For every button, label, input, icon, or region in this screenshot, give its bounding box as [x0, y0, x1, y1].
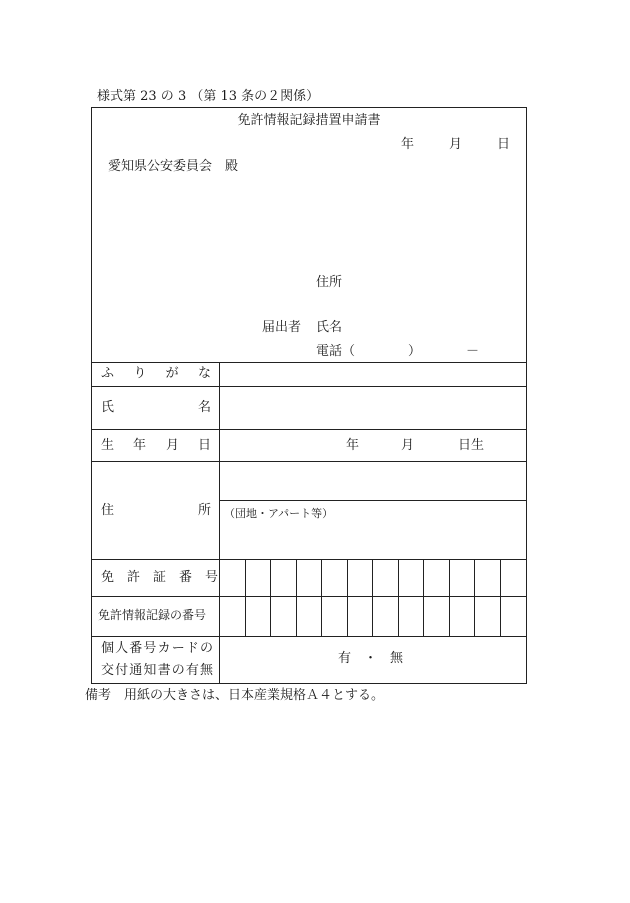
mynumber-card-choice[interactable]: 有 ・ 無: [338, 651, 404, 666]
birthdate-label-1: 生: [101, 438, 115, 453]
form-border-top: [91, 107, 527, 108]
form-border-left: [91, 107, 92, 684]
address-label: 住所: [316, 275, 343, 290]
digit-divider: [321, 559, 322, 636]
form-number: 様式第 23 の 3 （第 13 条の２関係）: [97, 89, 320, 104]
table-top-rule: [91, 362, 527, 363]
row-divider-1: [91, 386, 527, 387]
digit-divider: [474, 559, 475, 636]
birthdate-year-unit: 年: [346, 438, 360, 453]
date-year-label: 年: [401, 137, 415, 152]
address-row-label-2: 所: [198, 503, 212, 518]
form-title: 免許情報記録措置申請書: [237, 113, 381, 128]
digit-divider: [270, 559, 271, 636]
digit-divider: [245, 559, 246, 636]
birthdate-label-2: 年: [133, 438, 147, 453]
address-inner-divider: [219, 500, 527, 501]
phone-label: 電話（: [316, 344, 356, 359]
birthdate-label-4: 日: [198, 438, 212, 453]
digit-divider: [296, 559, 297, 636]
birthdate-day-unit: 日生: [458, 438, 485, 453]
form-border-bottom: [91, 683, 527, 684]
date-day-label: 日: [497, 137, 511, 152]
name-field[interactable]: [221, 388, 525, 428]
row-divider-5: [91, 596, 527, 597]
furigana-label: ふ り が な: [101, 366, 211, 381]
applicant-label: 届出者: [262, 320, 302, 335]
address-row-label-1: 住: [101, 503, 115, 518]
birthdate-month-unit: 月: [401, 438, 415, 453]
form-border-right: [526, 107, 527, 684]
license-record-number-label: 免許情報記録の番号: [98, 608, 207, 622]
footnote: 備考 用紙の大きさは、日本産業規格Ａ４とする。: [85, 688, 385, 703]
phone-close-paren: ）: [408, 344, 422, 359]
applicant-name-label: 氏名: [316, 320, 343, 335]
license-number-label: 免 許 証 番 号: [101, 570, 219, 585]
birthdate-label-3: 月: [166, 438, 180, 453]
phone-dash: －: [466, 344, 480, 359]
mynumber-card-label-line2: 交付通知書の有無: [101, 663, 213, 678]
address-field[interactable]: [221, 463, 525, 499]
digit-divider: [500, 559, 501, 636]
row-divider-4: [91, 559, 527, 560]
digit-divider: [347, 559, 348, 636]
mynumber-card-label-line1: 個人番号カードの: [101, 641, 213, 656]
digit-divider: [449, 559, 450, 636]
apartment-note: （団地・アパート等）: [224, 507, 334, 520]
recipient: 愛知県公安委員会 殿: [108, 159, 239, 174]
name-label-2: 名: [198, 400, 212, 415]
digit-divider: [372, 559, 373, 636]
furigana-field[interactable]: [221, 364, 525, 385]
row-divider-2: [91, 429, 527, 430]
row-divider-6: [91, 636, 527, 637]
date-month-label: 月: [449, 137, 463, 152]
row-divider-3: [91, 461, 527, 462]
digit-divider: [398, 559, 399, 636]
name-label-1: 氏: [101, 400, 115, 415]
label-column-divider: [219, 362, 220, 683]
digit-divider: [423, 559, 424, 636]
